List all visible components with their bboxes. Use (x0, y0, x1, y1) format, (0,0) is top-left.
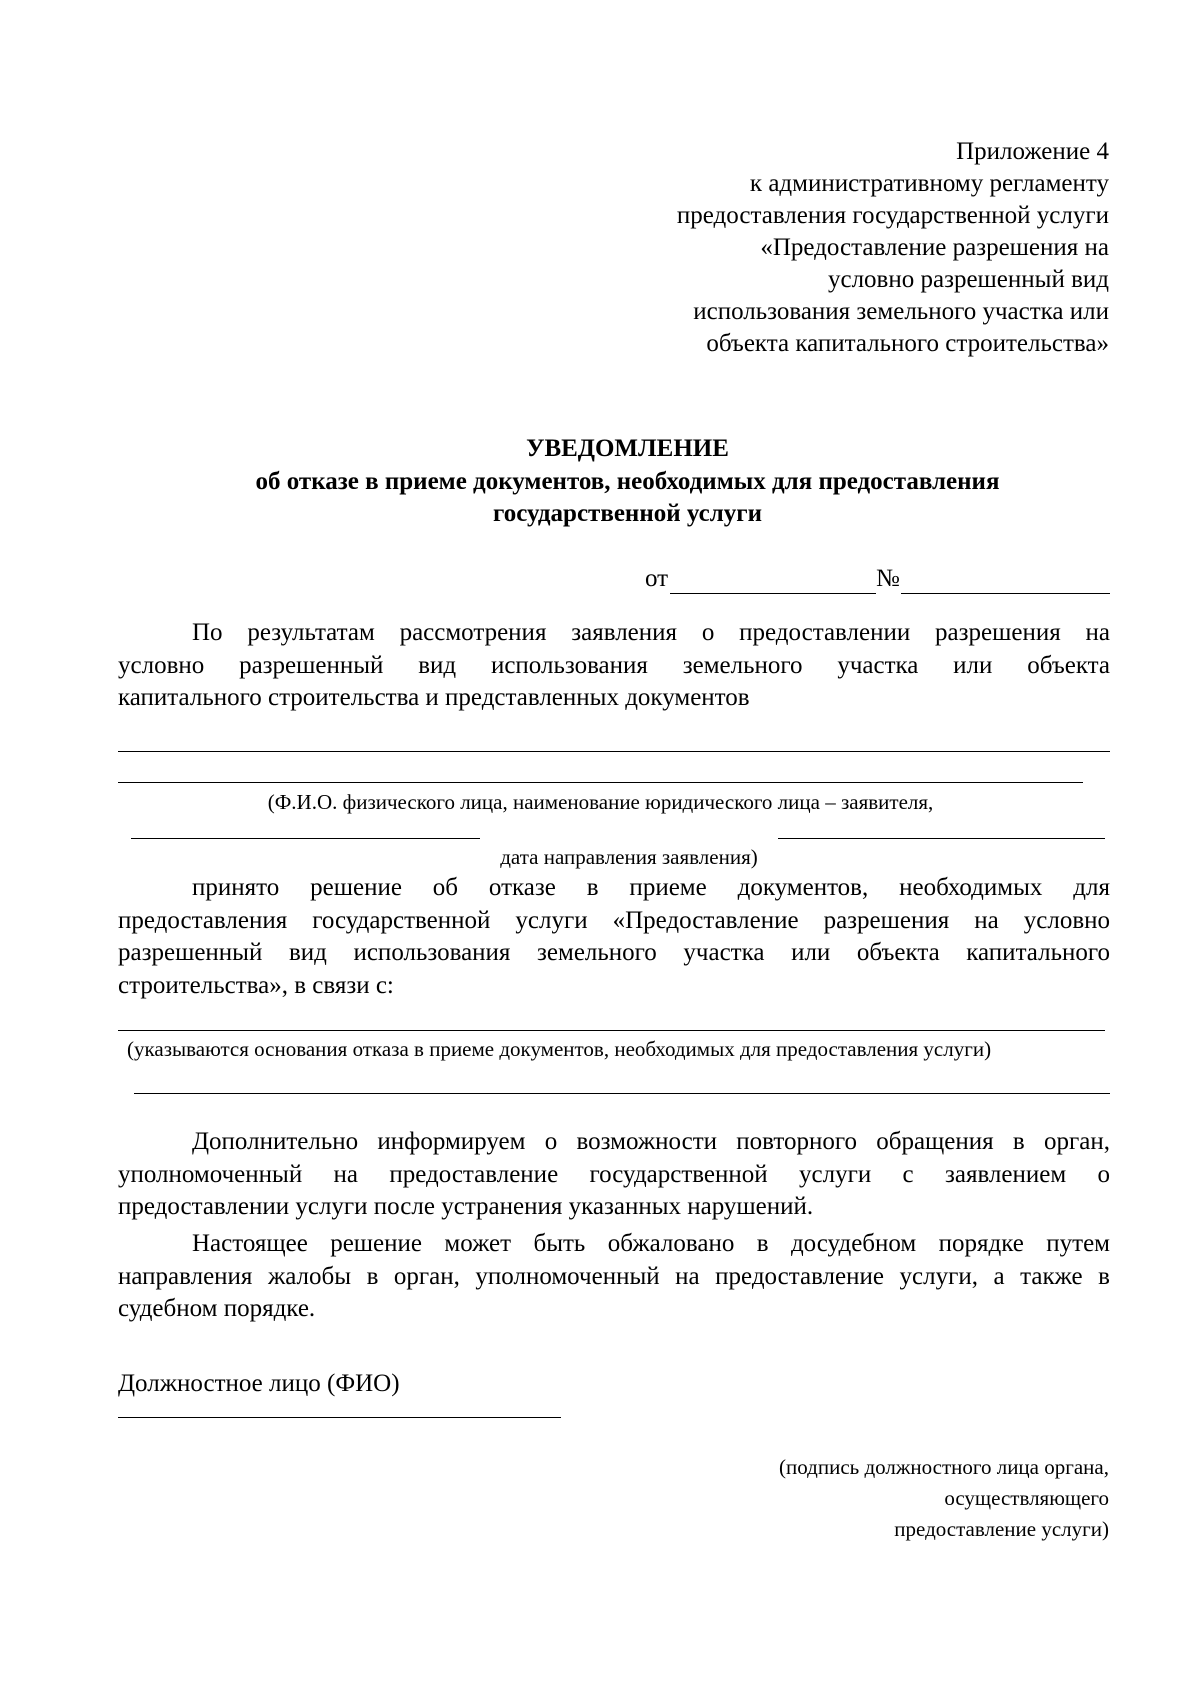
date-number-line (645, 562, 1110, 598)
paragraph-line: уполномоченный на предоставление государственной услуги с заявлением о (118, 1160, 1110, 1188)
number-label: № (876, 565, 900, 592)
annex-line: предоставления государственной услуги (676, 202, 1109, 229)
paragraph-line: принято решение об отказе в приеме документов, необходимых для (192, 874, 1110, 901)
annex-line: использования земельного участка или (693, 298, 1109, 325)
reasons-caption: (указываются основания отказа в приеме документов, необходимых для предоставления услуги) (127, 1037, 992, 1061)
paragraph-line: капитального строительства и представленных документов (118, 684, 750, 711)
intro-paragraph (118, 617, 1110, 715)
applicant-line[interactable] (131, 838, 480, 839)
applicant-line[interactable] (778, 838, 1105, 839)
date-field[interactable] (670, 593, 876, 594)
subtitle-line: об отказе в приеме документов, необходимых для предоставления (255, 468, 1000, 495)
paragraph-line: Дополнительно информируем о возможности повторного обращения в орган, (192, 1128, 1110, 1155)
signature-caption (779, 1452, 1109, 1545)
signature-caption-line: осуществляющего (944, 1486, 1109, 1510)
annex-line: Приложение 4 (956, 138, 1109, 165)
annex-line: «Предоставление разрешения на (760, 234, 1109, 261)
document-subtitle (0, 466, 1200, 530)
paragraph-line: условно разрешенный вид использования земельного участка или объекта (118, 651, 1110, 679)
info-paragraph (118, 1126, 1110, 1224)
paragraph-line: По результатам рассмотрения заявления о предоставлении разрешения на (192, 619, 1110, 646)
document-title: УВЕДОМЛЕНИЕ (526, 435, 729, 462)
number-field[interactable] (901, 593, 1110, 594)
applicant-line[interactable] (118, 782, 1083, 783)
annex-line: условно разрешенный вид (827, 266, 1109, 293)
paragraph-line: предоставлении услуги после устранения указанных нарушений. (118, 1193, 814, 1220)
appeal-paragraph (118, 1228, 1110, 1326)
paragraph-line: разрешенный вид использования земельного участка или объекта капитального (118, 939, 1110, 966)
annex-line: объекта капитального строительства» (706, 330, 1109, 357)
signature-caption-line: предоставление услуги) (894, 1517, 1109, 1541)
applicant-line[interactable] (118, 751, 1110, 752)
annex-line: к административному регламенту (749, 170, 1109, 197)
reasons-line[interactable] (134, 1093, 1110, 1094)
subtitle-line: государственной услуги (492, 500, 763, 527)
paragraph-line: направления жалобы в орган, уполномоченный на предоставление услуги, а также в (118, 1262, 1110, 1290)
signature-caption-line: (подпись должностного лица органа, (779, 1455, 1109, 1479)
reasons-line[interactable] (118, 1030, 1105, 1031)
official-signature-line[interactable] (118, 1417, 561, 1418)
decision-paragraph (118, 872, 1110, 1002)
paragraph-line: строительства», в связи с: (118, 971, 394, 999)
applicant-caption: дата направления заявления) (500, 845, 758, 869)
date-label: от (645, 565, 669, 592)
annex-header (677, 136, 1109, 360)
paragraph-line: предоставления государственной услуги «Предоставление разрешения на условно (118, 906, 1110, 934)
official-label: Должностное лицо (ФИО) (118, 1370, 400, 1397)
applicant-caption: (Ф.И.О. физического лица, наименование юридического лица – заявителя, (267, 790, 934, 814)
paragraph-line: судебном порядке. (118, 1295, 316, 1322)
paragraph-line: Настоящее решение может быть обжаловано в досудебном порядке путем (192, 1230, 1110, 1257)
